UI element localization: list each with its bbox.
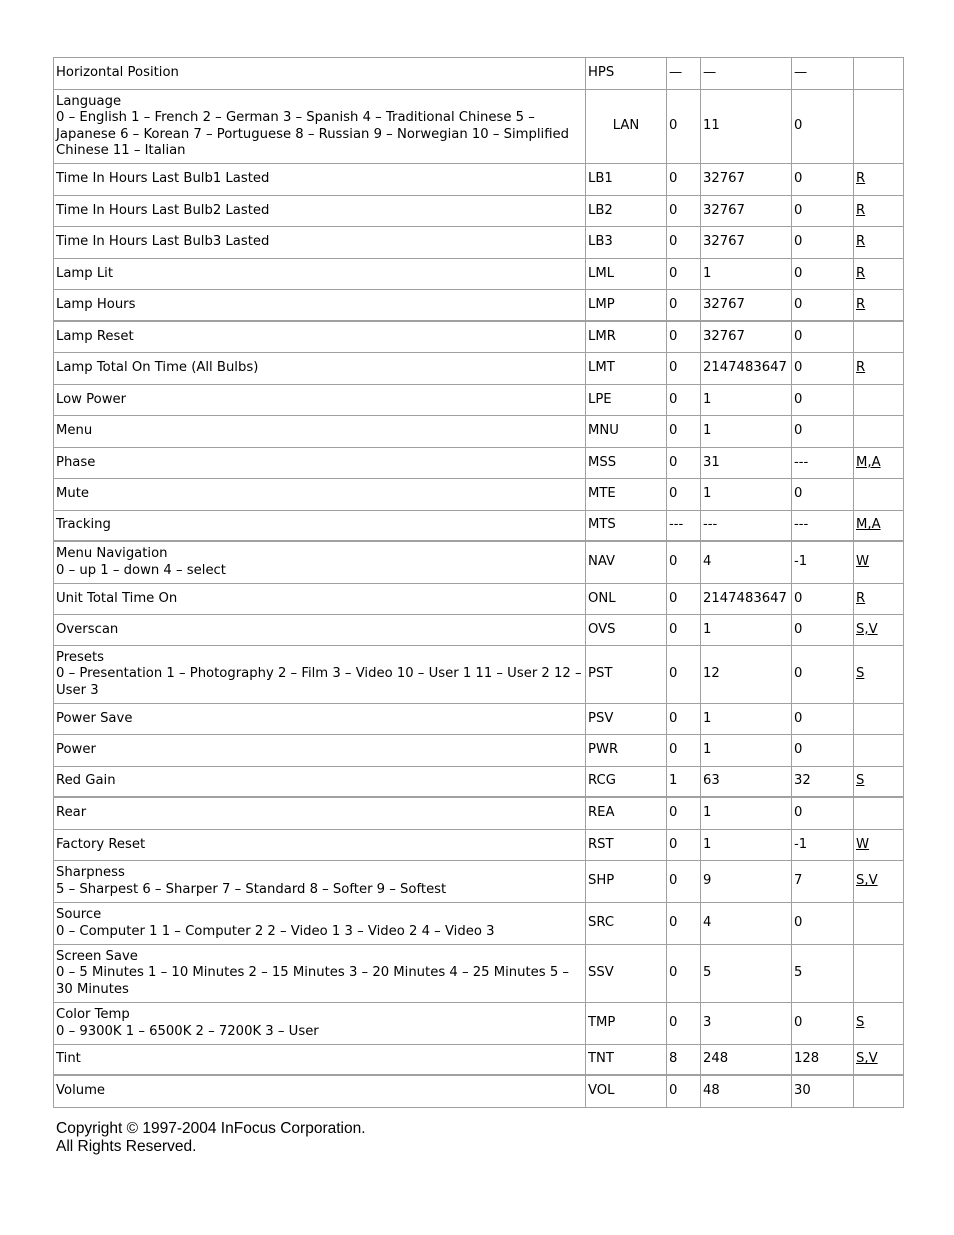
setting-name: Lamp Reset <box>56 328 134 344</box>
default-value-cell: 0 <box>667 196 701 227</box>
command-code-cell: MTE <box>586 479 667 511</box>
default-value-cell: 0 <box>667 290 701 322</box>
access-link[interactable]: R <box>856 265 866 281</box>
table-row <box>54 542 904 584</box>
setting-options: 0 – English 1 – French 2 – German 3 – Spanish 4 – Traditional Chinese 5 – Japanese 6 – Korean 7 – Portuguese 8 – Russian 9 – Norwegian 10 – Simplified Chinese 11 – Italian <box>56 110 570 158</box>
setting-name: Tint <box>56 1051 81 1067</box>
min-value-cell: 0 <box>792 735 854 767</box>
setting-name: Phase <box>56 454 96 470</box>
access-link[interactable]: S,V <box>856 1051 878 1067</box>
min-value-cell: 0 <box>792 259 854 290</box>
access-cell <box>854 164 904 196</box>
setting-name: Time In Hours Last Bulb2 Lasted <box>56 202 270 218</box>
max-value-cell: 1 <box>701 735 792 767</box>
table-row <box>54 322 904 353</box>
table-row <box>54 704 904 735</box>
description-cell <box>54 798 586 830</box>
table-row <box>54 646 904 704</box>
setting-name: Time In Hours Last Bulb1 Lasted <box>56 171 270 187</box>
table-row <box>54 511 904 542</box>
default-value-cell: 0 <box>667 1003 701 1045</box>
max-value-cell: 32767 <box>701 164 792 196</box>
table-row <box>54 290 904 322</box>
max-value-cell: 32767 <box>701 227 792 259</box>
default-value-cell: 0 <box>667 646 701 704</box>
default-value-cell: 0 <box>667 704 701 735</box>
description-cell <box>54 646 586 704</box>
table-row <box>54 798 904 830</box>
default-value-cell: 0 <box>667 416 701 448</box>
command-code-cell: LMR <box>586 322 667 353</box>
access-cell <box>854 58 904 90</box>
description-cell <box>54 416 586 448</box>
command-code-cell: NAV <box>586 542 667 584</box>
setting-name: Lamp Hours <box>56 296 136 312</box>
access-cell <box>854 1003 904 1045</box>
access-cell <box>854 259 904 290</box>
access-link[interactable]: R <box>856 234 866 250</box>
command-code-cell: VOL <box>586 1076 667 1108</box>
min-value-cell: 0 <box>792 353 854 385</box>
min-value-cell: — <box>792 58 854 90</box>
description-cell <box>54 735 586 767</box>
command-table <box>53 57 904 1108</box>
table-row <box>54 416 904 448</box>
access-link[interactable]: R <box>856 171 866 187</box>
min-value-cell: 0 <box>792 227 854 259</box>
access-link[interactable]: S,V <box>856 873 878 889</box>
description-cell <box>54 830 586 861</box>
access-link[interactable]: S,V <box>856 621 878 637</box>
max-value-cell: 12 <box>701 646 792 704</box>
default-value-cell: 0 <box>667 1076 701 1108</box>
table-row <box>54 90 904 164</box>
min-value-cell: 0 <box>792 290 854 322</box>
command-code-cell: MNU <box>586 416 667 448</box>
max-value-cell: 1 <box>701 798 792 830</box>
access-cell <box>854 227 904 259</box>
access-cell <box>854 945 904 1003</box>
default-value-cell: — <box>667 58 701 90</box>
min-value-cell: 0 <box>792 903 854 945</box>
setting-name: Low Power <box>56 391 127 407</box>
setting-name: Red Gain <box>56 773 116 789</box>
min-value-cell: 0 <box>792 322 854 353</box>
setting-options: 0 – Computer 1 1 – Computer 2 2 – Video 1 3 – Video 2 4 – Video 3 <box>56 923 495 939</box>
table-row <box>54 903 904 945</box>
description-cell <box>54 861 586 903</box>
table-row <box>54 830 904 861</box>
setting-name: Source <box>56 907 102 922</box>
min-value-cell: 0 <box>792 164 854 196</box>
max-value-cell: 32767 <box>701 196 792 227</box>
access-link[interactable]: S <box>856 773 865 789</box>
description-cell <box>54 448 586 479</box>
access-link[interactable]: M,A <box>856 454 881 470</box>
command-code-cell: PSV <box>586 704 667 735</box>
default-value-cell: 0 <box>667 164 701 196</box>
access-link[interactable]: R <box>856 360 866 376</box>
default-value-cell: 0 <box>667 353 701 385</box>
max-value-cell: 1 <box>701 615 792 646</box>
command-code-cell: RCG <box>586 767 667 798</box>
table-row <box>54 861 904 903</box>
min-value-cell: -1 <box>792 542 854 584</box>
access-cell <box>854 798 904 830</box>
access-cell <box>854 322 904 353</box>
command-code-cell: PST <box>586 646 667 704</box>
max-value-cell: 2147483647 <box>701 584 792 615</box>
min-value-cell: 0 <box>792 704 854 735</box>
setting-name: Rear <box>56 805 87 821</box>
description-cell <box>54 542 586 584</box>
setting-name: Lamp Total On Time (All Bulbs) <box>56 360 259 376</box>
max-value-cell: 48 <box>701 1076 792 1108</box>
description-cell <box>54 290 586 322</box>
max-value-cell: 1 <box>701 385 792 416</box>
min-value-cell: --- <box>792 448 854 479</box>
max-value-cell: 32767 <box>701 290 792 322</box>
min-value-cell: 0 <box>792 584 854 615</box>
access-cell <box>854 1076 904 1108</box>
default-value-cell: 0 <box>667 903 701 945</box>
default-value-cell: 0 <box>667 861 701 903</box>
setting-name: Screen Save <box>56 948 138 964</box>
min-value-cell: 32 <box>792 767 854 798</box>
default-value-cell: 0 <box>667 542 701 584</box>
setting-name: Overscan <box>56 621 119 637</box>
max-value-cell: 63 <box>701 767 792 798</box>
default-value-cell: 0 <box>667 448 701 479</box>
access-cell <box>854 196 904 227</box>
access-cell <box>854 767 904 798</box>
description-cell <box>54 615 586 646</box>
description-cell <box>54 227 586 259</box>
table-row <box>54 945 904 1003</box>
max-value-cell: 1 <box>701 259 792 290</box>
setting-name: Presets <box>56 649 104 665</box>
table-row <box>54 353 904 385</box>
max-value-cell: 32767 <box>701 322 792 353</box>
description-cell <box>54 58 586 90</box>
setting-name: Tracking <box>56 517 111 533</box>
copyright-line: Copyright © 1997-2004 InFocus Corporation. <box>56 1120 366 1137</box>
default-value-cell: 0 <box>667 90 701 164</box>
setting-name: Unit Total Time On <box>56 590 178 606</box>
table-row <box>54 735 904 767</box>
access-link[interactable]: W <box>856 836 870 852</box>
max-value-cell: 1 <box>701 704 792 735</box>
setting-name: Sharpness <box>56 865 125 880</box>
default-value-cell: 0 <box>667 259 701 290</box>
command-code-cell: TNT <box>586 1045 667 1076</box>
default-value-cell: 0 <box>667 830 701 861</box>
command-code-cell: ONL <box>586 584 667 615</box>
min-value-cell: -1 <box>792 830 854 861</box>
command-code-cell: LML <box>586 259 667 290</box>
command-code-cell: SHP <box>586 861 667 903</box>
description-cell <box>54 903 586 945</box>
min-value-cell: 0 <box>792 479 854 511</box>
command-code-cell: SRC <box>586 903 667 945</box>
max-value-cell: --- <box>701 511 792 542</box>
max-value-cell: 1 <box>701 416 792 448</box>
table-row <box>54 615 904 646</box>
description-cell <box>54 90 586 164</box>
max-value-cell: 1 <box>701 479 792 511</box>
access-cell <box>854 290 904 322</box>
access-cell <box>854 830 904 861</box>
setting-name: Power <box>56 742 96 758</box>
default-value-cell: 0 <box>667 735 701 767</box>
description-cell <box>54 1045 586 1076</box>
command-code-cell: MTS <box>586 511 667 542</box>
access-cell <box>854 542 904 584</box>
command-code-cell: LAN <box>586 90 667 164</box>
command-code-cell: TMP <box>586 1003 667 1045</box>
access-cell <box>854 353 904 385</box>
command-code-cell: REA <box>586 798 667 830</box>
access-link[interactable]: R <box>856 202 866 218</box>
max-value-cell: 4 <box>701 903 792 945</box>
command-code-cell: LPE <box>586 385 667 416</box>
setting-name: Time In Hours Last Bulb3 Lasted <box>56 234 270 250</box>
command-code-cell: HPS <box>586 58 667 90</box>
default-value-cell: 1 <box>667 767 701 798</box>
table-row <box>54 479 904 511</box>
access-cell <box>854 646 904 704</box>
default-value-cell: 0 <box>667 584 701 615</box>
access-cell <box>854 479 904 511</box>
min-value-cell: 30 <box>792 1076 854 1108</box>
access-cell <box>854 511 904 542</box>
access-cell <box>854 90 904 164</box>
command-code-cell: SSV <box>586 945 667 1003</box>
min-value-cell: 5 <box>792 945 854 1003</box>
rights-line: All Rights Reserved. <box>56 1138 197 1155</box>
command-code-cell: LMP <box>586 290 667 322</box>
default-value-cell: 0 <box>667 479 701 511</box>
table-row <box>54 767 904 798</box>
command-code-cell: OVS <box>586 615 667 646</box>
max-value-cell: 5 <box>701 945 792 1003</box>
max-value-cell: 31 <box>701 448 792 479</box>
setting-name: Mute <box>56 486 90 502</box>
table-row <box>54 1003 904 1045</box>
table-row <box>54 448 904 479</box>
access-cell <box>854 615 904 646</box>
default-value-cell: 0 <box>667 322 701 353</box>
command-code-cell: LB1 <box>586 164 667 196</box>
description-cell <box>54 1003 586 1045</box>
access-link[interactable]: R <box>856 296 866 312</box>
min-value-cell: 0 <box>792 798 854 830</box>
description-cell <box>54 164 586 196</box>
table-row <box>54 227 904 259</box>
min-value-cell: 0 <box>792 416 854 448</box>
default-value-cell: --- <box>667 511 701 542</box>
setting-options: 5 – Sharpest 6 – Sharper 7 – Standard 8 – Softer 9 – Softest <box>56 881 447 897</box>
access-cell <box>854 385 904 416</box>
setting-name: Volume <box>56 1083 106 1099</box>
setting-name: Menu Navigation <box>56 546 168 561</box>
min-value-cell: 0 <box>792 90 854 164</box>
description-cell <box>54 511 586 542</box>
copyright-footer <box>56 1120 366 1156</box>
default-value-cell: 0 <box>667 615 701 646</box>
setting-name: Language <box>56 93 122 109</box>
max-value-cell: — <box>701 58 792 90</box>
command-code-cell: MSS <box>586 448 667 479</box>
access-cell <box>854 416 904 448</box>
max-value-cell: 3 <box>701 1003 792 1045</box>
access-link[interactable]: S <box>856 1015 865 1031</box>
min-value-cell: 0 <box>792 1003 854 1045</box>
description-cell <box>54 322 586 353</box>
command-code-cell: LB3 <box>586 227 667 259</box>
description-cell <box>54 767 586 798</box>
command-code-cell: LMT <box>586 353 667 385</box>
setting-name: Color Temp <box>56 1007 130 1022</box>
access-cell <box>854 584 904 615</box>
default-value-cell: 0 <box>667 945 701 1003</box>
access-link[interactable]: W <box>856 554 870 570</box>
setting-name: Factory Reset <box>56 836 146 852</box>
setting-options: 0 – 9300K 1 – 6500K 2 – 7200K 3 – User <box>56 1023 319 1039</box>
min-value-cell: 128 <box>792 1045 854 1076</box>
access-cell <box>854 735 904 767</box>
access-cell <box>854 1045 904 1076</box>
default-value-cell: 0 <box>667 385 701 416</box>
access-link[interactable]: R <box>856 590 866 606</box>
min-value-cell: --- <box>792 511 854 542</box>
access-cell <box>854 704 904 735</box>
description-cell <box>54 259 586 290</box>
access-link[interactable]: M,A <box>856 517 881 533</box>
description-cell <box>54 385 586 416</box>
setting-name: Horizontal Position <box>56 65 179 81</box>
command-code-cell: LB2 <box>586 196 667 227</box>
setting-options: 0 – 5 Minutes 1 – 10 Minutes 2 – 15 Minutes 3 – 20 Minutes 4 – 25 Minutes 5 – 30 Minutes <box>56 965 570 997</box>
max-value-cell: 4 <box>701 542 792 584</box>
max-value-cell: 11 <box>701 90 792 164</box>
default-value-cell: 8 <box>667 1045 701 1076</box>
min-value-cell: 7 <box>792 861 854 903</box>
description-cell <box>54 1076 586 1108</box>
default-value-cell: 0 <box>667 798 701 830</box>
description-cell <box>54 704 586 735</box>
command-code-cell: RST <box>586 830 667 861</box>
description-cell <box>54 945 586 1003</box>
table-row <box>54 196 904 227</box>
default-value-cell: 0 <box>667 227 701 259</box>
table-row <box>54 259 904 290</box>
setting-options: 0 – up 1 – down 4 – select <box>56 562 226 578</box>
table-row <box>54 1045 904 1076</box>
max-value-cell: 9 <box>701 861 792 903</box>
description-cell <box>54 196 586 227</box>
min-value-cell: 0 <box>792 615 854 646</box>
command-table-body <box>54 58 904 1108</box>
access-cell <box>854 448 904 479</box>
table-row <box>54 58 904 90</box>
access-link[interactable]: S <box>856 666 865 682</box>
table-row <box>54 1076 904 1108</box>
command-code-cell: PWR <box>586 735 667 767</box>
min-value-cell: 0 <box>792 196 854 227</box>
max-value-cell: 1 <box>701 830 792 861</box>
table-row <box>54 385 904 416</box>
setting-name: Menu <box>56 423 93 439</box>
setting-name: Lamp Lit <box>56 265 114 281</box>
table-row <box>54 584 904 615</box>
setting-name: Power Save <box>56 710 133 726</box>
setting-options: 0 – Presentation 1 – Photography 2 – Film 3 – Video 10 – User 1 11 – User 2 12 – User 3 <box>56 666 582 698</box>
access-cell <box>854 903 904 945</box>
max-value-cell: 2147483647 <box>701 353 792 385</box>
min-value-cell: 0 <box>792 385 854 416</box>
access-cell <box>854 861 904 903</box>
description-cell <box>54 479 586 511</box>
description-cell <box>54 353 586 385</box>
table-row <box>54 164 904 196</box>
max-value-cell: 248 <box>701 1045 792 1076</box>
min-value-cell: 0 <box>792 646 854 704</box>
description-cell <box>54 584 586 615</box>
